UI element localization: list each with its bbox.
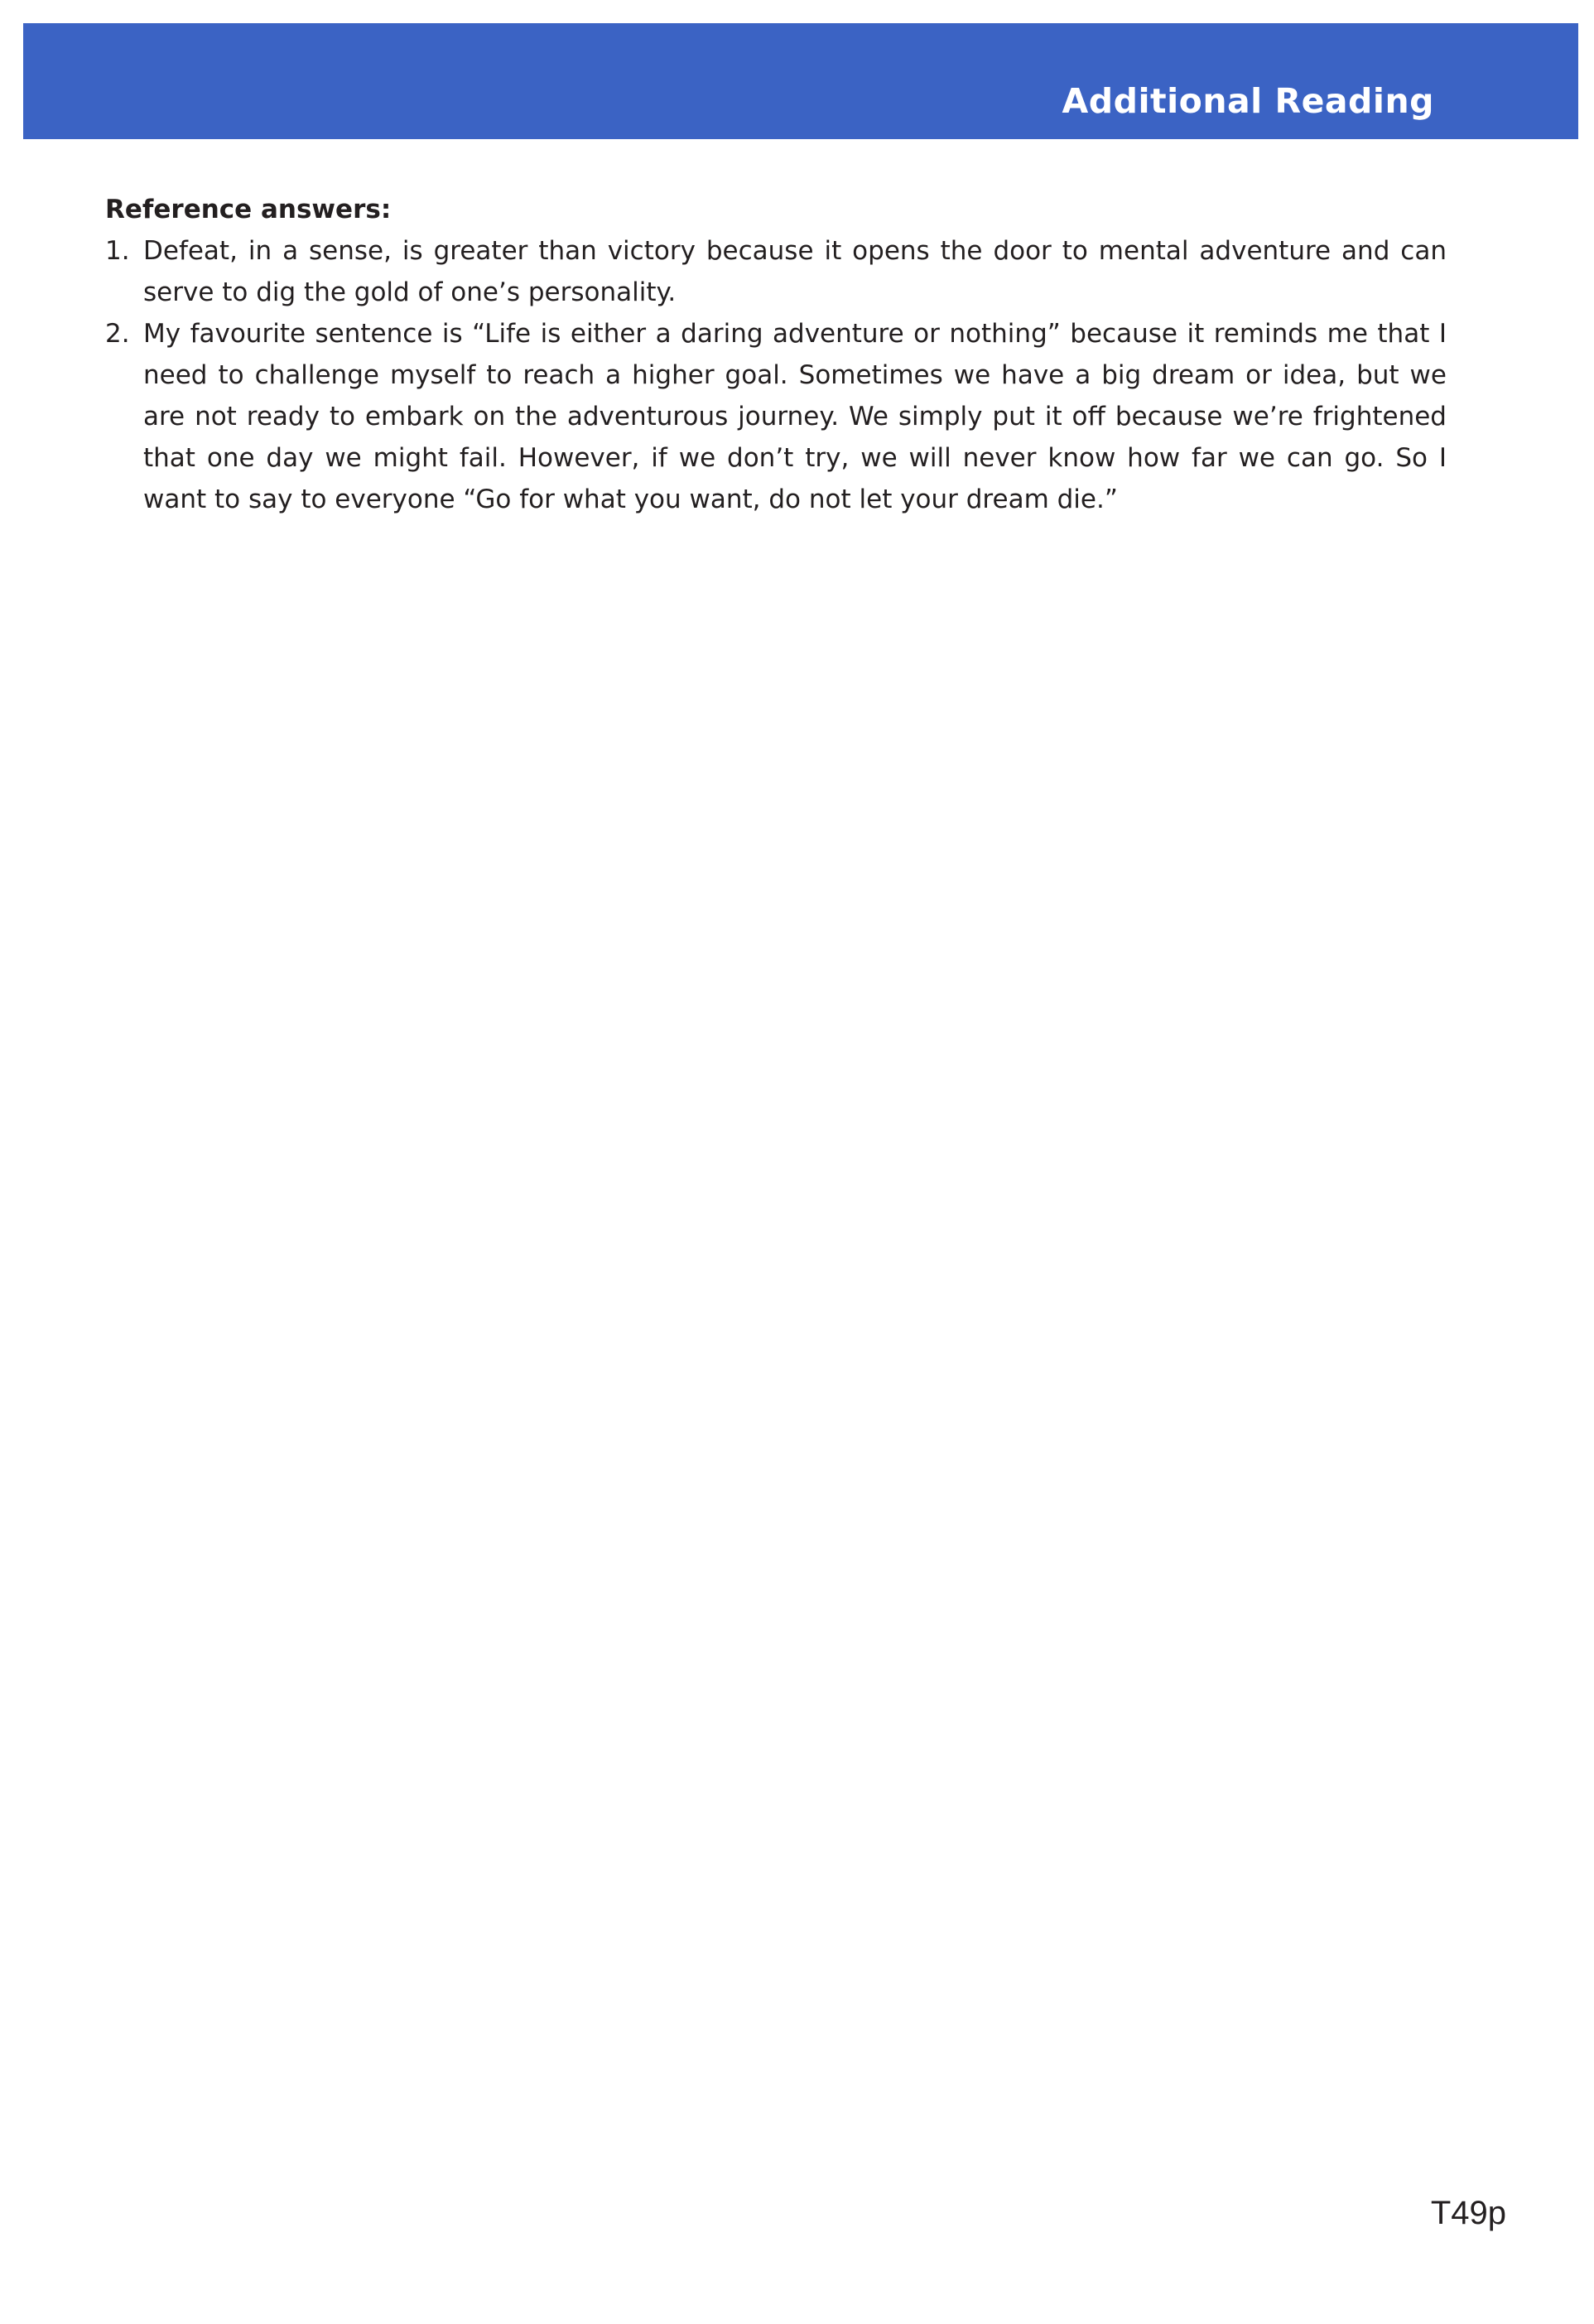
section-header-title: Additional Reading (1062, 81, 1434, 121)
reference-answers-heading: Reference answers: (105, 195, 392, 224)
answer-item-2 (105, 313, 1447, 520)
answer-number: 2. (105, 319, 130, 349)
answer-text: Defeat, in a sense, is greater than victory because it opens the door to mental adventure and can serve to dig the gold of one’s personality. (143, 236, 1447, 307)
reference-answers-section (105, 189, 1447, 520)
answers-list (105, 230, 1447, 520)
page-number: T49p (1430, 2195, 1506, 2231)
answer-item-1 (105, 230, 1447, 313)
answer-number: 1. (105, 236, 130, 266)
answer-text: My favourite sentence is “Life is either a daring adventure or nothing” because it reminds me that I need to challenge myself to reach a higher goal. Sometimes we have a big dream or idea, but we are not ready to embark on the adventurous journey. We simply put it off because we’re frightened that one day we might fail. However, if we don’t try, we will never know how far we can go. So I want to say to everyone “Go for what you want, do not let your dream die.” (143, 319, 1447, 514)
